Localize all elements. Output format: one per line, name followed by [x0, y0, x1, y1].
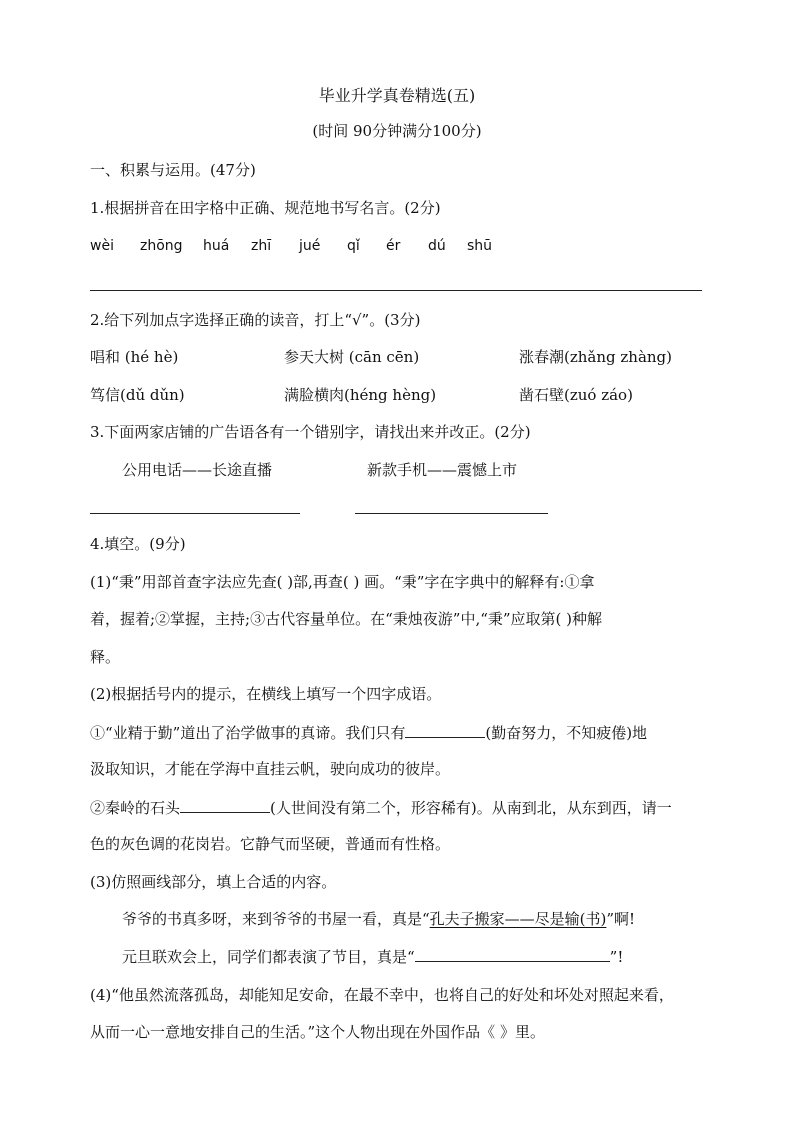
pinyin-item: ér	[386, 238, 401, 254]
pinyin-item: huá	[203, 238, 230, 254]
pinyin-item: zhōng	[140, 238, 183, 254]
question-4: 4.填空。(9分)	[90, 535, 186, 553]
q4-part3-example	[122, 909, 635, 929]
q4-part1-line: 释。	[90, 648, 121, 666]
fill-blank[interactable]	[180, 797, 270, 813]
q4-part2a-line: 汲取知识，才能在学海中直挂云帆，驶向成功的彼岸。	[90, 760, 451, 778]
reading-item: 参天大树 (cān cēn)	[284, 348, 420, 366]
q4-part1-line: (1)“秉”用部首查字法应先查( )部,再查( ) 画。“秉”字在字典中的解释有:①拿	[90, 573, 595, 591]
question-3: 3.下面两家店铺的广告语各有一个错别字，请找出来并改正。(2分)	[90, 423, 531, 441]
q4-part2b-line: 色的灰色调的花岗岩。它静气而坚硬，普通而有性格。	[90, 835, 451, 853]
pinyin-item: jué	[299, 238, 321, 254]
reading-item: 涨春潮(zhǎng zhàng)	[519, 348, 673, 366]
text: (勤奋努力，不知疲倦)地	[485, 724, 648, 742]
page-subtitle: (时间 90分钟满分100分)	[312, 122, 482, 140]
text: 爷爷的书真多呀，来到爷爷的书屋一看，真是“	[122, 910, 430, 928]
text: (人世间没有第二个，形容稀有)。从南到北，从东到西，请一	[270, 799, 672, 817]
answer-line[interactable]	[355, 513, 548, 514]
pinyin-item: dú	[428, 238, 446, 254]
section-heading: 一、积累与运用。(47分)	[90, 161, 256, 179]
text: ②秦岭的石头	[90, 799, 181, 817]
q4-part2-intro: (2)根据括号内的提示，在横线上填写一个四字成语。	[90, 685, 442, 703]
reading-item: 笃信(dǔ dǔn)	[90, 386, 185, 404]
question-1: 1.根据拼音在田字格中正确、规范地书写名言。(2分)	[90, 199, 441, 217]
question-2: 2.给下列加点字选择正确的读音，打上“√”。(3分)	[90, 311, 421, 329]
q4-part2a-line	[90, 722, 647, 743]
ad-slogan-1: 公用电话——长途直播	[122, 461, 273, 479]
page-title: 毕业升学真卷精选(五)	[318, 86, 476, 105]
q4-part1-line: 着，握着;②掌握，主持;③古代容量单位。在“秉烛夜游”中,“秉”应取第( )种解	[90, 610, 603, 628]
pinyin-item: shū	[467, 238, 493, 254]
answer-line[interactable]	[90, 513, 300, 514]
text: 元旦联欢会上，同学们都表演了节目，真是“	[122, 948, 415, 966]
text: ①“业精于勤”道出了治学做事的真谛。我们只有	[90, 724, 406, 742]
q4-part2b-line	[90, 797, 672, 818]
q4-part3-fill	[122, 946, 623, 967]
text: ”啊!	[606, 910, 636, 928]
pinyin-item: qǐ	[347, 238, 360, 254]
q4-part3-intro: (3)仿照画线部分，填上合适的内容。	[90, 873, 337, 891]
ad-slogan-2: 新款手机——震憾上市	[367, 461, 518, 479]
fill-blank[interactable]	[405, 722, 485, 738]
q4-part4-line: (4)“他虽然流落孤岛，却能知足安命，在最不幸中，也将自己的好处和坏处对照起来看，	[90, 986, 674, 1004]
q4-part4-line: 从而一心一意地安排自己的生活。”这个人物出现在外国作品《 》里。	[90, 1023, 545, 1041]
underlined-example: 孔夫子搬家——尽是输(书)	[429, 910, 607, 928]
text: ”!	[609, 948, 624, 966]
reading-item: 满脸横肉(héng hèng)	[284, 386, 437, 404]
pinyin-item: wèi	[90, 238, 114, 254]
pinyin-item: zhī	[251, 238, 272, 254]
answer-line[interactable]	[90, 290, 702, 291]
reading-item: 凿石壁(zuó záo)	[519, 386, 633, 404]
fill-blank[interactable]	[415, 946, 610, 962]
reading-item: 唱和 (hé hè)	[90, 348, 179, 366]
